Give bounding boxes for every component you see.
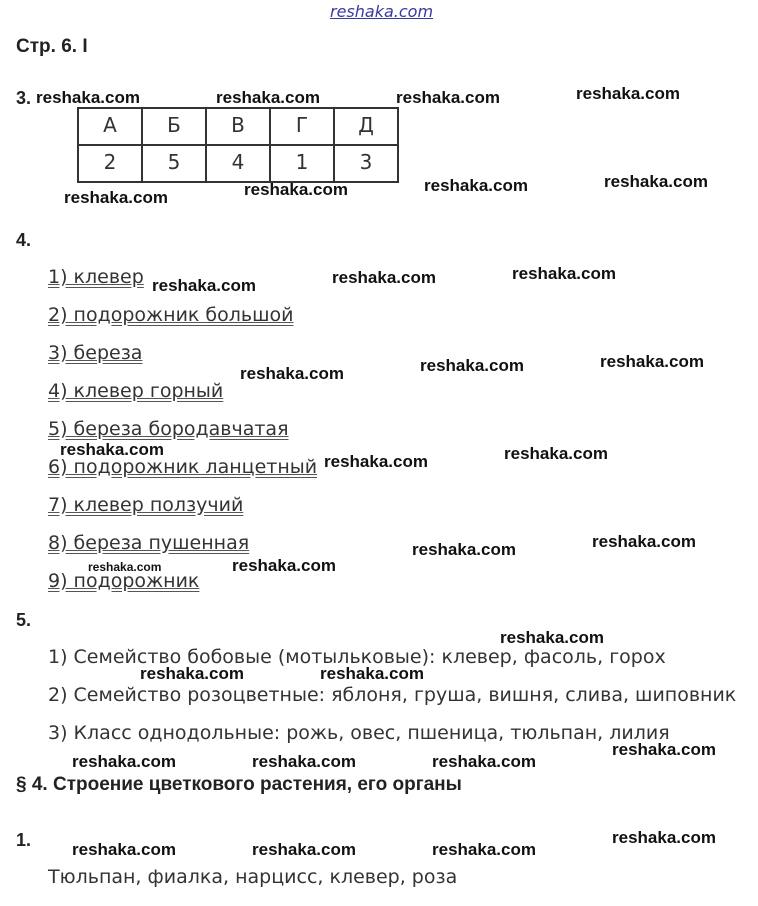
watermark: reshaka.com — [612, 828, 716, 847]
question-number-1: 1. — [16, 830, 32, 850]
watermark: reshaka.com — [244, 180, 348, 199]
watermark: reshaka.com — [612, 740, 716, 759]
watermark: reshaka.com — [252, 752, 356, 771]
watermark: reshaka.com — [332, 268, 436, 287]
answer-table — [77, 107, 399, 183]
question-number-4: 4. — [16, 230, 32, 250]
watermark: reshaka.com — [72, 840, 176, 859]
answer-line: 1) Семейство бобовые (мотыльковые): клевер, фасоль, горох — [48, 646, 666, 668]
list-item: 3) береза — [48, 342, 143, 364]
watermark: reshaka.com — [152, 276, 256, 295]
table-header-cell: В — [206, 108, 270, 145]
list-item: 1) клевер — [48, 266, 144, 288]
watermark: reshaka.com — [324, 452, 428, 471]
list-item: 5) береза бородавчатая — [48, 418, 289, 440]
table-header-cell: Г — [270, 108, 334, 145]
watermark: reshaka.com — [240, 364, 344, 383]
question-number-5: 5. — [16, 610, 32, 630]
list-item: 6) подорожник ланцетный — [48, 456, 318, 478]
list-item: 9) подорожник — [48, 570, 200, 592]
watermark: reshaka.com — [432, 840, 536, 859]
table-cell: 5 — [142, 145, 206, 182]
table-header-cell: Б — [142, 108, 206, 145]
list-item: 8) береза пушенная — [48, 532, 250, 554]
page-label: Стр. 6. I — [16, 36, 88, 57]
answer-line: Тюльпан, фиалка, нарцисс, клевер, роза — [48, 866, 458, 888]
watermark: reshaka.com — [64, 188, 168, 207]
watermark: reshaka.com — [252, 840, 356, 859]
watermark: reshaka.com — [412, 540, 516, 559]
answer-line: 2) Семейство розоцветные: яблоня, груша, вишня, слива, шиповник — [48, 684, 737, 706]
watermark: reshaka.com — [512, 264, 616, 283]
watermark: reshaka.com — [320, 664, 424, 683]
watermark: reshaka.com — [600, 352, 704, 371]
table-header-cell: Д — [334, 108, 398, 145]
watermark: reshaka.com — [604, 172, 708, 191]
watermark: reshaka.com — [504, 444, 608, 463]
table-cell: 2 — [78, 145, 142, 182]
table-header-cell: А — [78, 108, 142, 145]
list-item: 7) клевер ползучий — [48, 494, 244, 516]
question-number-3: 3. — [16, 88, 32, 108]
list-item: 2) подорожник большой — [48, 304, 294, 326]
watermark: reshaka.com — [216, 88, 320, 107]
watermark: reshaka.com — [140, 664, 244, 683]
watermark: reshaka.com — [500, 628, 604, 647]
watermark: reshaka.com — [36, 88, 140, 107]
answer-line: 3) Класс однодольные: рожь, овес, пшеница, тюльпан, лилия — [48, 722, 670, 744]
table-row — [78, 145, 398, 182]
table-cell: 3 — [334, 145, 398, 182]
watermark: reshaka.com — [396, 88, 500, 107]
watermark: reshaka.com — [420, 356, 524, 375]
table-header-row — [78, 108, 398, 145]
site-link[interactable]: reshaka.com — [330, 2, 434, 21]
watermark: reshaka.com — [60, 440, 164, 459]
list-item: 4) клевер горный — [48, 380, 224, 402]
watermark: reshaka.com — [88, 560, 162, 574]
watermark: reshaka.com — [424, 176, 528, 195]
watermark: reshaka.com — [576, 84, 680, 103]
watermark: reshaka.com — [232, 556, 336, 575]
table-cell: 4 — [206, 145, 270, 182]
watermark: reshaka.com — [592, 532, 696, 551]
table-cell: 1 — [270, 145, 334, 182]
section-title: § 4. Строение цветкового растения, его органы — [16, 774, 462, 795]
watermark: reshaka.com — [432, 752, 536, 771]
watermark: reshaka.com — [72, 752, 176, 771]
